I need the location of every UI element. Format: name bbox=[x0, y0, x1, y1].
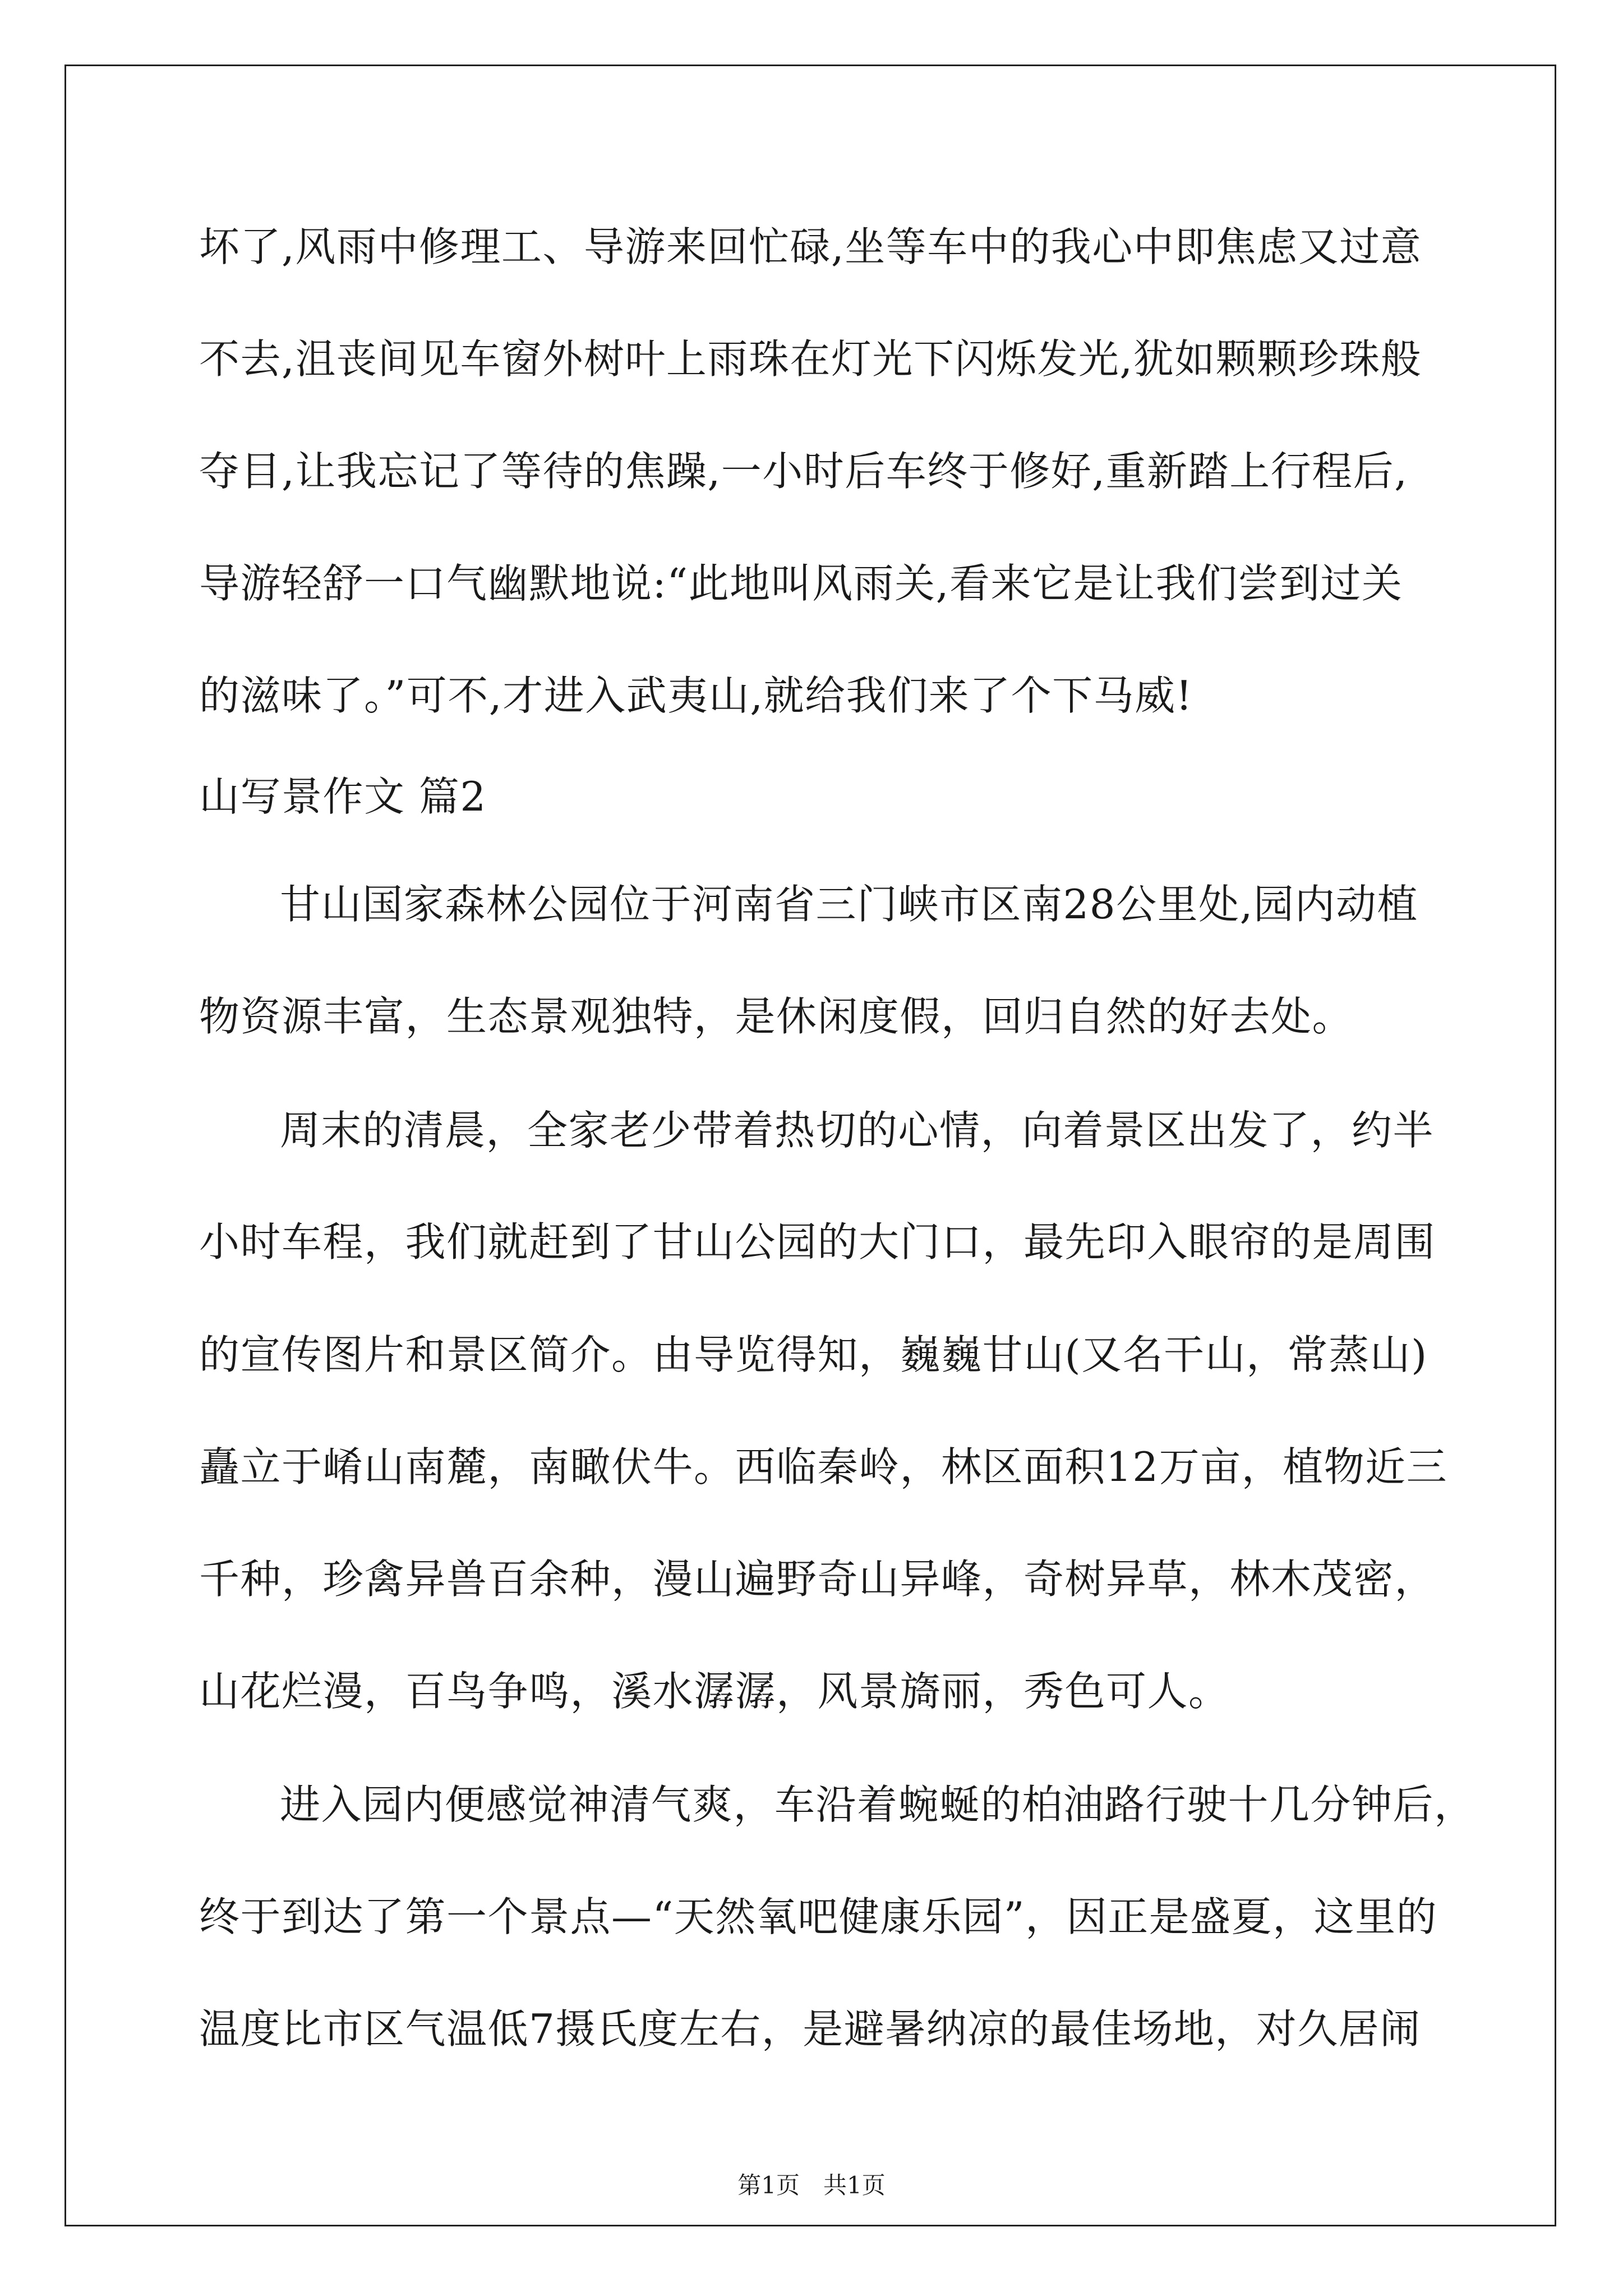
text-line: 终于到达了第一个景点—“天然氧吧健康乐园”，因正是盛夏，这里的 bbox=[199, 1893, 1438, 1940]
text-line: 甘山国家森林公园位于河南省三门峡市区南28公里处,园内动植 bbox=[280, 881, 1419, 928]
section-heading: 山写景作文 篇2 bbox=[199, 773, 487, 820]
text-line: 矗立于崤山南麓，南瞰伏牛。西临秦岭，林区面积12万亩，植物近三 bbox=[199, 1443, 1448, 1490]
text-line: 温度比市区气温低7摄氏度左右，是避暑纳凉的最佳场地，对久居闹 bbox=[199, 2005, 1421, 2053]
text-line: 千种，珍禽异兽百余种，漫山遍野奇山异峰，奇树异草，林木茂密， bbox=[199, 1556, 1436, 1603]
text-line: 夺目,让我忘记了等待的焦躁,一小时后车终于修好,重新踏上行程后, bbox=[199, 448, 1408, 495]
text-line: 山花烂漫，百鸟争鸣，溪水潺潺，风景旖丽，秀色可人。 bbox=[199, 1668, 1230, 1715]
text-line: 的宣传图片和景区简介。由导览得知，巍巍甘山(又名干山，常蒸山) bbox=[199, 1331, 1428, 1378]
text-line: 不去,沮丧间见车窗外树叶上雨珠在灯光下闪烁发光,犹如颗颗珍珠般 bbox=[199, 335, 1422, 383]
text-line: 的滋味了。”可不,才进入武夷山,就给我们来了个下马威! bbox=[199, 672, 1193, 719]
text-line: 进入园内便感觉神清气爽，车沿着蜿蜒的柏油路行驶十几分钟后， bbox=[280, 1781, 1476, 1828]
text-line: 坏了,风雨中修理工、导游来回忙碌,坐等车中的我心中即焦虑又过意 bbox=[199, 223, 1422, 270]
text-line: 周末的清晨，全家老少带着热切的心情，向着景区出发了，约半 bbox=[280, 1107, 1435, 1154]
page-footer: 第1页 共1页 bbox=[737, 2171, 886, 2199]
text-line: 物资源丰富，生态景观独特，是休闲度假，回归自然的好去处。 bbox=[199, 993, 1354, 1040]
text-line: 导游轻舒一口气幽默地说:“此地叫风雨关,看来它是让我们尝到过关 bbox=[199, 560, 1403, 607]
text-line: 小时车程，我们就赶到了甘山公园的大门口，最先印入眼帘的是周围 bbox=[199, 1218, 1436, 1266]
